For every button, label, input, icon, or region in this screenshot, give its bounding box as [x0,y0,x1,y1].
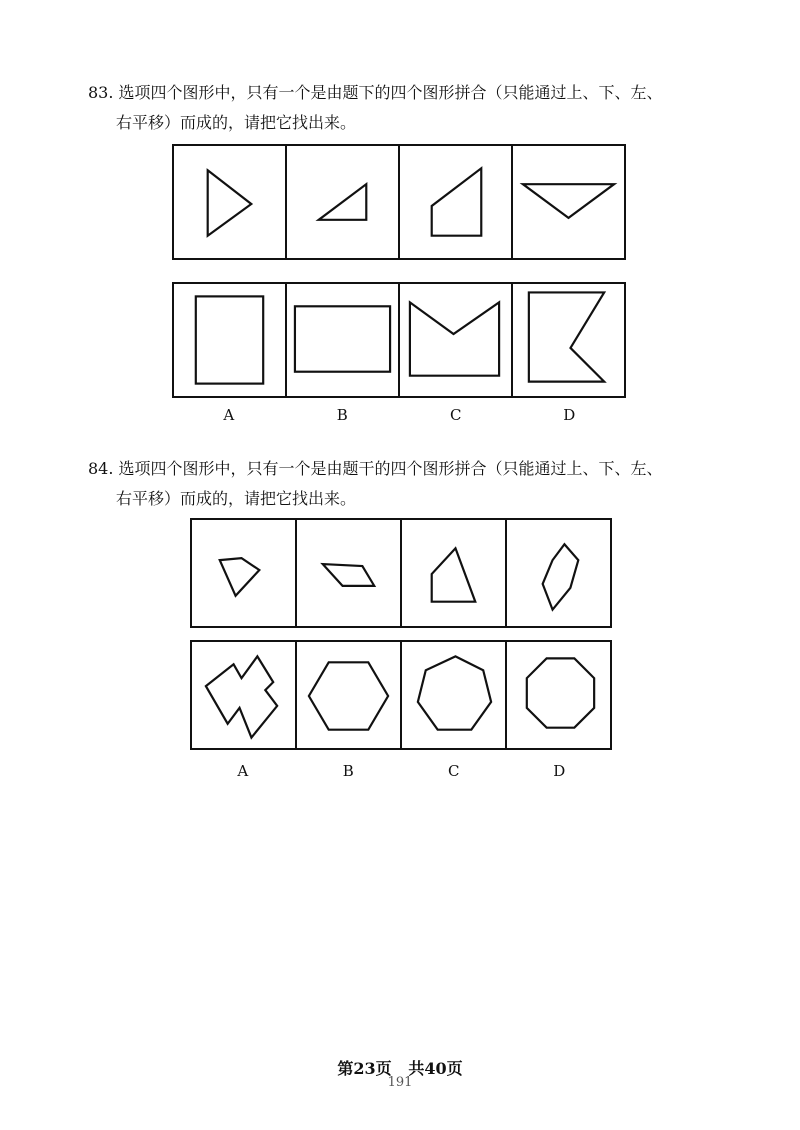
question-83-text-line1: 83. 选项四个图形中，只有一个是由题下的四个图形拼合（只能通过上、下、左、 [88,83,663,102]
inverted-triangle-shape [513,146,624,258]
q83-options-row [172,282,626,398]
q83-option-a[interactable] [174,284,287,396]
sheet-number: 191 [387,1075,413,1090]
small-right-triangle-shape [287,146,398,258]
parallelogram-shape [297,520,400,626]
arrow-notch-shape [513,284,624,396]
question-84 [88,454,663,514]
q84-option-a[interactable] [192,642,297,748]
question-83-text-line2: 右平移）而成的，请把它找出来。 [116,113,357,132]
q83-stem-figure-3 [400,146,513,258]
tall-rectangle-shape [174,284,285,396]
q83-stem-figure-2 [287,146,400,258]
q84-option-d[interactable] [507,642,610,748]
q84-option-labels [190,762,612,780]
notched-pentagon-shape [400,284,511,396]
q84-stem-row [190,518,612,628]
trapezoid-piece-shape [402,520,505,626]
hexagon-piece-shape [507,520,610,626]
q84-stem-figure-2 [297,520,402,626]
q83-option-label-c: C [450,406,462,424]
q84-option-label-b: B [342,762,354,780]
q84-option-c[interactable] [402,642,507,748]
question-84-text-line2: 右平移）而成的，请把它找出来。 [116,489,357,508]
q83-option-labels [172,406,626,424]
q83-stem-figure-4 [513,146,624,258]
page-indicator: 第23页 共40页 [337,1059,463,1078]
wide-rectangle-shape [287,284,398,396]
irregular-composite-shape [192,642,295,748]
q83-option-c[interactable] [400,284,513,396]
q83-stem-figure-1 [174,146,287,258]
octagon-shape [507,642,610,748]
q83-option-d[interactable] [513,284,624,396]
question-84-text-line1: 84. 选项四个图形中，只有一个是由题干的四个图形拼合（只能通过上、下、左、 [88,459,663,478]
q83-option-label-b: B [336,406,348,424]
q84-option-label-c: C [448,762,460,780]
question-83 [88,78,663,138]
q84-stem-figure-3 [402,520,507,626]
q84-option-b[interactable] [297,642,402,748]
pentagon-piece-shape [192,520,295,626]
q84-option-label-a: A [237,762,249,780]
hexagon-shape [297,642,400,748]
q84-option-label-d: D [553,762,566,780]
q83-option-label-a: A [223,406,235,424]
q84-stem-figure-1 [192,520,297,626]
triangle-right-shape [174,146,285,258]
heptagon-shape [402,642,505,748]
q84-stem-figure-4 [507,520,610,626]
q83-option-b[interactable] [287,284,400,396]
quadrilateral-shape [400,146,511,258]
q84-options-row [190,640,612,750]
q83-stem-row [172,144,626,260]
q83-option-label-d: D [563,406,576,424]
page-footer [0,1056,800,1090]
